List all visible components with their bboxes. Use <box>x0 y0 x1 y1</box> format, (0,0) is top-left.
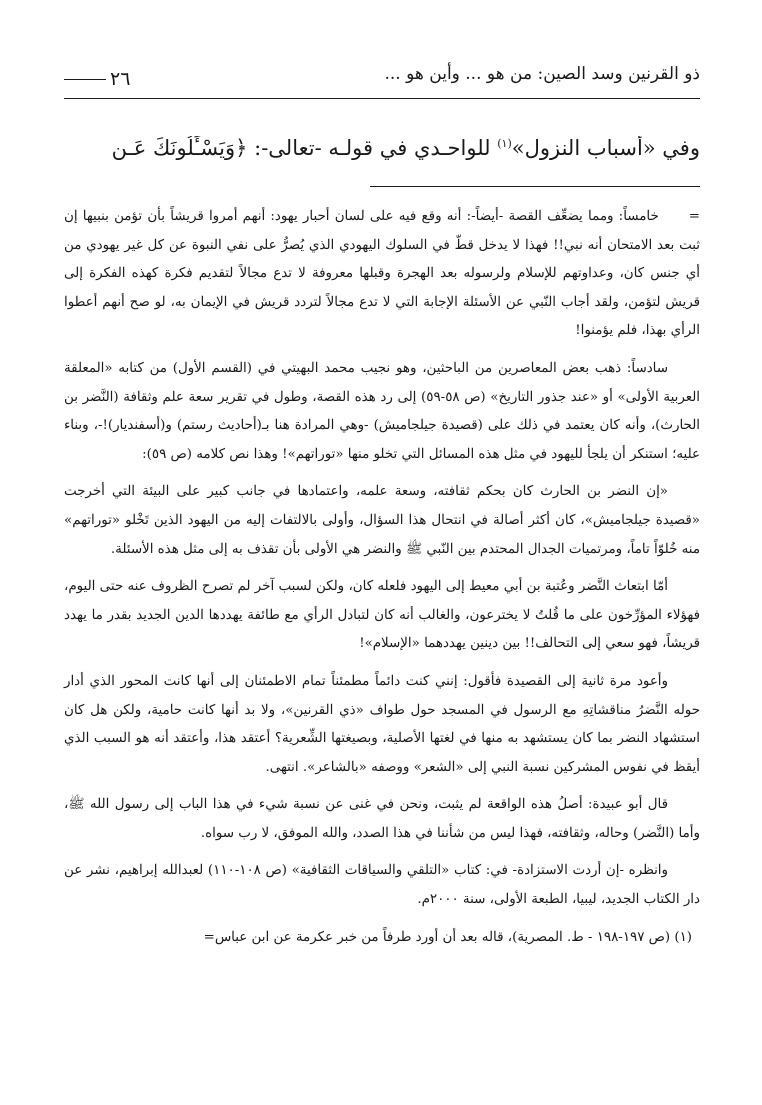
main-text-end: للواحـدي في قولـه -تعالى-: ﴿وَيَسْـَٔلُونَكَ عَـن <box>111 136 498 160</box>
header-rule <box>64 98 700 99</box>
footnote-separator <box>370 186 700 187</box>
running-title: ذو القرنين وسد الصين: من هو ... وأين هو ... <box>384 64 700 84</box>
note-quote-3: وأعود مرة ثانية إلى القصيدة فأقول: إنني كنت دائماً مطمئناً تمام الاطمئنان إلى أنها كانت المحور الذي أدار حوله النَّضرُ مناقشاتِهِ مع الرسول في المسجد حول طواف «ذي القرنين»، ولا بد أنها كانت حامية، ولكن هل كان استشهاد النضر بما كان يستشهد به منها في لغتها الأصلية، وبصيغتها الشِّعرية؟ أعتقد هذا، وأعتقد أنه هو السبب الذي أيقظ في نفوس المشركين نسبة النبي إلى «الشعر» ووصفه «بالشاعر». انتهى. <box>64 673 700 775</box>
footnote-1: (١) (ص ١٩٧-١٩٨ - ط. المصرية)، قاله بعد أن أورد طرفاً من خبر عكرمة عن ابن عباس= <box>203 929 692 945</box>
note-quote-1: «إن النضر بن الحارث كان بحكم ثقافته، وسعة علمه، واعتمادها في جانب كبير على البيئة التي أخرجت «قصيدة جيلجاميش»، كان أكثر أصالة في انتحال هذا السؤال، وأولى بالالتفات إليه من اليهود الذين تَخْلو «توراتهم» منه خُلوّاً تاماً، ومرتميات الجدال المحتدم بين النّبي ﷺ والنضر هي الأولى بأن تقذف به إلى مثل هذه الأسئلة. <box>64 484 700 557</box>
note-paragraph-1-text: خامساً: ومما يضعِّف القصة -أيضاً-: أنه وقع فيه على لسان أحبار يهود: أنهم أمروا قريشاً بأن تؤمن بنبيها إن ثبت بعد الامتحان أنه نبي!! فهذا لا يدخل قطّ في السلوك اليهودي الذي يُصرُّ على نفي النبوة عن كل غير يهودي من أي جنس كان، وعداوتهم للإسلام ولرسوله بعد الهجرة وقبلها معروفة لا تدع مجالاً لتقديم فكرة كهذه الفكرة إلى قريش لتؤمن، ولقد أجاب النّبي عن الأسئلة الإجابة التي لا تدع مجالاً لتردد قريش في الإيمان به، لو صح أنهم أعطوا الرأي بهذا، فلم يؤمنوا! <box>64 209 700 339</box>
continuation-marker: = <box>688 209 700 224</box>
note-paragraph-3: قال أبو عبيدة: أصلُ هذه الواقعة لم يثبت، ونحن في غنى عن نسبة شيء في هذا الباب إلى رسول الله ﷺ، وأما (النَّضر) وحاله، وثقافته، فهذا ليس من شأننا في هذا الصدد، والله الموفق، لا رب سواه. <box>64 797 700 841</box>
note-paragraph-1 <box>64 203 700 346</box>
page-number-dash <box>64 79 106 80</box>
running-header <box>64 64 700 104</box>
page-number: ٢٦ <box>110 68 131 90</box>
main-text-start: وفي «أسباب النزول» <box>511 136 700 160</box>
footnote-marker: (١) <box>497 137 512 150</box>
note-paragraph-4: وانظره -إن أردت الاستزادة- في: كتاب «التلقي والسياقات الثقافية» (ص ١٠٨-١١٠) لعبدالله إبراهيم، نشر عن دار الكتاب الجديد، ليبيا، الطبعة الأولى، سنة ٢٠٠٠م. <box>64 863 700 908</box>
footnotes-block <box>64 203 700 961</box>
main-text-line <box>64 136 700 160</box>
note-quote-2: أمّا ابتعاث النَّضر وعُتبة بن أبي معيط إلى اليهود فلعله كان، ولكن لسبب آخر لم تصرح الظروف عنه حتى اليوم، فهؤلاء المؤرِّخون على ما قُلتُ لا يخترعون، والغالب أنه كان لتبادل الرأي مع طائفة يهددها الدين الجديد بقدر ما يهدد قريشاً، فهو سعي إلى التحالف!! بين دينين يهددهما «الإسلام»! <box>64 579 700 652</box>
note-paragraph-2: سادساً: ذهب بعض المعاصرين من الباحثين، وهو نجيب محمد البهيتي في (القسم الأول) من كتابه «المعلقة العربية الأولى» أو «عند جذور التاريخ» (ص ٥٨-٥٩) إلى رد هذه القصة، وطول في تقرير سعة علم وثقافة (النَّضر بن الحارث)، وأنه كان يعتمد في ذلك على (قصيدة جيلجاميش) -وهي المرادة هنا بـ(أحاديث رستم) و(أسفنديار)!-، وبناء عليه؛ استنكر أن يلجأ لليهود في مثل هذه المسائل التي تخلو منها «توراتهم»! وهذا نص كلامه (ص ٥٩): <box>64 360 700 462</box>
